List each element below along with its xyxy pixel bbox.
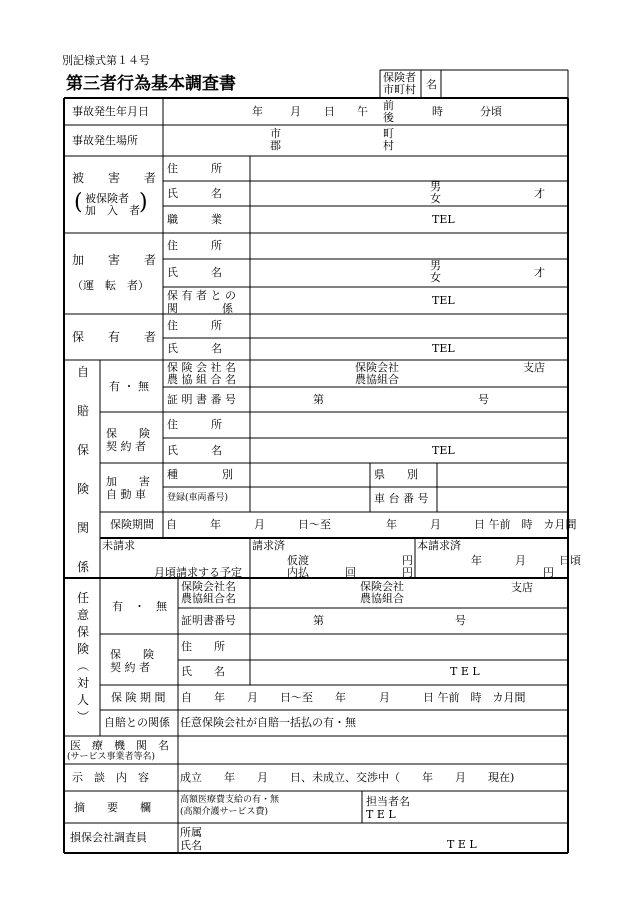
am-pm-prefix: 午 <box>357 105 368 118</box>
summary-medical-note: 高額医療費支給の有・無 (高額介護サービス費) <box>180 795 280 817</box>
owner-label: 保 有 者 <box>72 330 157 344</box>
offender-label: 加 害 者 <box>72 253 157 267</box>
vol-relation-text[interactable]: 任意保険会社が自賠一括払の有・無 <box>180 716 356 729</box>
offender-sex: 男 女 <box>430 259 441 284</box>
vol-period-field[interactable]: 自 年 月 日～至 年 月 日 午前 時 カ月間 <box>181 691 526 704</box>
vol-vertical-6: 対 <box>77 676 90 690</box>
vol-vertical-2: 意 <box>77 608 90 622</box>
cali-contractor-tel-label: TEL <box>432 444 455 457</box>
vol-contractor-tel-label: T E L <box>450 665 480 678</box>
vol-contractor-label: 保 険 契 約 者 <box>110 648 154 674</box>
victim-address-field[interactable] <box>251 157 567 180</box>
settlement-label: 示 談 内 容 <box>72 771 149 784</box>
victim-age-unit: 才 <box>534 187 545 200</box>
offender-address-label: 住 所 <box>167 239 222 252</box>
vol-vertical-5: ︵ <box>77 659 90 673</box>
cali-vehicle-label: 加 害 自 動 車 <box>106 475 150 501</box>
insurer-label: 保険者 市町村 <box>383 71 416 96</box>
cali-cert-dai: 第 <box>313 393 324 406</box>
vol-cert-dai: 第 <box>313 614 324 627</box>
cali-yen-1: 円 <box>402 554 413 567</box>
city-gun: 市 郡 <box>270 127 281 152</box>
victim-job-field[interactable] <box>251 207 567 232</box>
owner-relation-field[interactable] <box>251 288 567 313</box>
vol-branch-unit: 支店 <box>511 581 533 594</box>
vol-vertical-1: 任 <box>77 591 90 605</box>
cali-contractor-address-label: 住 所 <box>167 418 222 431</box>
victim-address-label: 住 所 <box>167 162 222 175</box>
insurer-name-label: 名 <box>426 78 437 91</box>
am-pm-choice: 前 後 <box>383 99 394 124</box>
cali-claim-planned: 月頃請求する予定 <box>154 566 242 579</box>
cali-vertical-5: 関 <box>77 521 90 535</box>
vol-contractor-name-field[interactable] <box>251 661 567 684</box>
medical-field[interactable] <box>179 737 567 763</box>
day-unit: 日 <box>324 105 335 118</box>
cali-cert-go: 号 <box>478 393 489 406</box>
summary-person-field[interactable] <box>420 792 567 822</box>
vol-vertical-7: 人 <box>77 693 90 707</box>
vol-cert-go: 号 <box>455 614 466 627</box>
medical-sub-label: (サービス事業者等名) <box>67 752 156 762</box>
offender-sub-label: （運 転 者） <box>72 279 149 292</box>
investigator-tel-label: T E L <box>447 838 477 851</box>
investigator-dept-name: 所属 氏名 <box>180 826 202 852</box>
cali-main-claimed-label[interactable]: 本請求済 <box>417 539 461 552</box>
vehicle-chassis-field[interactable] <box>438 488 567 511</box>
cali-vertical-2: 賠 <box>77 404 90 418</box>
page-title: 第三者行為基本調査書 <box>66 74 236 94</box>
cali-contractor-name-field[interactable] <box>251 439 567 462</box>
victim-paren-close: ) <box>139 190 148 215</box>
cali-vertical-6: 係 <box>77 560 90 574</box>
owner-address-field[interactable] <box>251 315 567 337</box>
cali-cert-field[interactable] <box>251 388 567 411</box>
town-village: 町 村 <box>383 127 394 152</box>
vol-contractor-name-label: 氏 名 <box>181 665 225 678</box>
cali-advance-installment: 仮渡 内払 <box>287 554 309 579</box>
accident-place-label: 事故発生場所 <box>72 134 138 147</box>
victim-job-label: 職 業 <box>167 213 222 226</box>
cali-unclaimed-label[interactable]: 未請求 <box>102 539 135 552</box>
cali-contractor-address-field[interactable] <box>251 413 567 437</box>
accident-place-field[interactable] <box>164 126 567 155</box>
vol-contractor-address-label: 住 所 <box>181 640 225 653</box>
cali-contractor-label: 保 険 契 約 者 <box>106 427 150 453</box>
summary-person: 担当者名 T E L <box>366 795 410 821</box>
investigator-label: 損保会社調査員 <box>70 831 147 844</box>
vehicle-kind-label: 種 別 <box>167 468 233 481</box>
minute-unit: 分頃 <box>480 105 502 118</box>
insurer-name-field[interactable] <box>443 72 566 96</box>
cali-company-field[interactable] <box>251 361 567 386</box>
cali-yen-2: 円 <box>402 566 413 579</box>
cali-contractor-name-label: 氏 名 <box>167 444 222 457</box>
vol-vertical-8: ︶ <box>77 710 90 724</box>
vehicle-reg-field[interactable] <box>251 488 369 511</box>
owner-name-field[interactable] <box>251 339 567 359</box>
vehicle-kind-field[interactable] <box>251 464 369 486</box>
vehicle-pref-label: 県 別 <box>374 468 418 481</box>
vehicle-reg-label: 登録(車両番号) <box>167 493 229 503</box>
accident-date-label: 事故発生年月日 <box>72 105 149 118</box>
offender-name-field[interactable] <box>251 260 567 286</box>
vol-exist-toggle[interactable]: 有 ・ 無 <box>112 600 167 613</box>
vol-period-label: 保 険 期 間 <box>111 691 166 704</box>
cali-period-label: 保険期間 <box>110 518 154 531</box>
vol-relation-label: 自賠との関係 <box>104 716 170 729</box>
victim-name-label: 氏 名 <box>167 187 222 200</box>
vol-insco: 保険会社 農協組合 <box>360 580 404 605</box>
settlement-field[interactable]: 成立 年 月 日、未成立、交渉中（ 年 月 現在) <box>180 771 515 784</box>
vol-vertical-4: 険 <box>77 642 90 656</box>
cali-yen-3: 円 <box>543 566 554 579</box>
victim-paren-open: ( <box>74 190 83 215</box>
vol-company-label: 保険会社名 農協組合名 <box>181 580 236 605</box>
cali-cert-label: 証 明 書 番 号 <box>167 393 236 406</box>
month-unit: 月 <box>290 105 301 118</box>
cali-main-claimed-date: 年 月 日頃 <box>471 554 581 567</box>
victim-sex: 男 女 <box>430 180 441 205</box>
vehicle-chassis-label: 車 台 番 号 <box>374 492 429 505</box>
form-number: 別記様式第１４号 <box>62 54 150 67</box>
cali-vertical-4: 険 <box>77 482 90 496</box>
offender-address-field[interactable] <box>251 234 567 258</box>
vol-cert-field[interactable] <box>251 609 567 633</box>
victim-tel-label: TEL <box>432 213 455 226</box>
vehicle-pref-field[interactable] <box>438 464 567 486</box>
owner-name-label: 氏 名 <box>167 342 222 355</box>
cali-vertical-1: 自 <box>77 365 90 379</box>
cali-company-label: 保 険 会 社 名 農 協 組 合 名 <box>167 361 236 386</box>
owner-tel-label: TEL <box>432 342 455 355</box>
offender-name-label: 氏 名 <box>167 266 222 279</box>
cali-branch-unit: 支店 <box>523 361 545 374</box>
hour-unit: 時 <box>432 105 443 118</box>
offender-age-unit: 才 <box>534 266 545 279</box>
investigator-field[interactable] <box>208 824 567 852</box>
owner-relation-label: 保 有 者 と の 関 係 <box>167 289 236 315</box>
vol-vertical-3: 保 <box>77 625 90 639</box>
victim-label: 被 害 者 <box>72 171 157 185</box>
cali-claimed-label[interactable]: 請求済 <box>252 539 285 552</box>
cali-exist-toggle[interactable]: 有 ・ 無 <box>109 380 149 393</box>
summary-label: 摘 要 欄 <box>74 801 151 814</box>
cali-times-unit: 回 <box>345 566 356 579</box>
cali-vertical-3: 保 <box>77 443 90 457</box>
medical-label: 医 療 機 関 名 <box>70 739 169 752</box>
offender-tel-label: TEL <box>432 294 455 307</box>
year-unit: 年 <box>252 105 263 118</box>
cali-period-field[interactable]: 自 年 月 日～至 年 月 日 午前 時 カ月間 <box>166 518 577 531</box>
owner-address-label: 住 所 <box>167 319 222 332</box>
cali-insco: 保険会社 農協組合 <box>355 361 399 386</box>
vol-contractor-address-field[interactable] <box>251 635 567 659</box>
victim-sub-label: 被保険者 加 入 者 <box>85 192 140 217</box>
victim-name-field[interactable] <box>251 182 567 205</box>
vol-cert-label: 証明書番号 <box>181 614 236 627</box>
